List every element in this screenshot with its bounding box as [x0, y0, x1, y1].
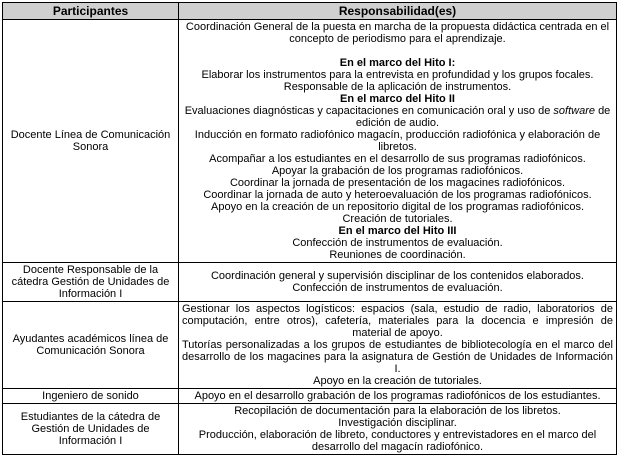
header-participantes: Participantes — [3, 3, 179, 20]
responsibility-line-part: de edición de audio. — [355, 105, 611, 129]
participant-cell: Docente Responsable de la cátedra Gestión de Unidades de Información I — [3, 263, 179, 302]
responsibility-line: Elaborar los instrumentos para la entrevista en profundidad y los grupos focales. — [201, 69, 594, 81]
responsibility-line: Investigación disciplinar. — [338, 417, 457, 429]
participant-cell: Estudiantes de la cátedra de Gestión de Unidades de Información I — [3, 404, 179, 455]
participant-cell: Ingeniero de sonido — [3, 389, 179, 404]
responsibility-line: Apoyo en la creación de tutoriales. — [313, 375, 482, 387]
responsibility-cell — [179, 389, 617, 404]
responsibility-line: Tutorías personalizadas a los grupos de estudiantes de bibliotecología en el marco del desarrollo de los magacines para la asignatura de Gestión de Unidades de Información I. — [182, 339, 613, 375]
responsibility-line: Inducción en formato radiofónico magacín, producción radiofónica y elaboración de libretos. — [194, 129, 601, 153]
responsibility-line: Confección de instrumentos de evaluación. — [292, 282, 503, 294]
responsibility-line-part: Evaluaciones diagnósticas y capacitaciones en comunicación oral y uso de — [184, 105, 551, 117]
software-term: software — [553, 105, 595, 117]
participant-cell: Docente Línea de Comunicación Sonora — [3, 20, 179, 263]
responsibility-line: Coordinación general y supervisión disciplinar de los contenidos elaborados. — [210, 270, 584, 282]
responsibility-cell — [179, 302, 617, 389]
milestone-heading: En el marco del Hito I: — [339, 57, 456, 69]
table-row — [3, 302, 617, 389]
responsibilities-table — [2, 2, 617, 455]
responsibility-line: Responsable de la aplicación de instrumentos. — [283, 81, 512, 93]
header-responsabilidades: Responsabilidad(es) — [179, 3, 617, 20]
responsibility-line: Gestionar los aspectos logísticos: espacios (sala, estudio de radio, laboratorios de computación, entre otros), cafetería, materiales para la docencia e impresión de material de apoyo. — [182, 303, 613, 339]
responsibility-cell — [179, 20, 617, 263]
responsibility-line: Apoyo en el desarrollo grabación de los programas radiofónicos de los estudiantes. — [194, 390, 601, 402]
responsibility-line: Confección de instrumentos de evaluación. — [292, 237, 503, 249]
responsibility-line: Apoyar la grabación de los programas radiofónicos. — [271, 165, 524, 177]
responsibility-line: Producción, elaboración de libreto, conductores y entrevistadores en el marco del desarrollo del magacín radiofónico. — [198, 429, 597, 453]
spacer — [182, 45, 613, 57]
responsibility-line: Creación de tutoriales. — [342, 213, 453, 225]
participant-cell: Ayudantes académicos línea de Comunicación Sonora — [3, 302, 179, 389]
table-row — [3, 263, 617, 302]
responsibility-line: Acompañar a los estudiantes en el desarrollo de sus programas radiofónicos. — [209, 153, 586, 165]
responsibility-line: Coordinación General de la puesta en marcha de la propuesta didáctica centrada en el concepto de periodismo para el aprendizaje. — [185, 21, 610, 45]
responsibility-cell — [179, 263, 617, 302]
table-row — [3, 404, 617, 455]
responsibility-line: Coordinar la jornada de auto y heteroevaluación de los programas radiofónicos. — [203, 189, 592, 201]
table-row — [3, 389, 617, 404]
responsibility-line — [182, 105, 613, 129]
responsibility-line: Reuniones de coordinación. — [329, 249, 466, 261]
responsibility-line: Coordinar la jornada de presentación de los magacines radiofónicos. — [229, 177, 566, 189]
responsibility-cell — [179, 404, 617, 455]
milestone-heading: En el marco del Hito III — [338, 225, 457, 237]
milestone-heading: En el marco del Hito II — [340, 93, 455, 105]
table-row — [3, 20, 617, 263]
table-header-row — [3, 3, 617, 20]
responsibility-line: Apoyo en la creación de un repositorio digital de los programas radiofónicos. — [211, 201, 584, 213]
responsibility-line: Recopilación de documentación para la elaboración de los libretos. — [234, 405, 561, 417]
